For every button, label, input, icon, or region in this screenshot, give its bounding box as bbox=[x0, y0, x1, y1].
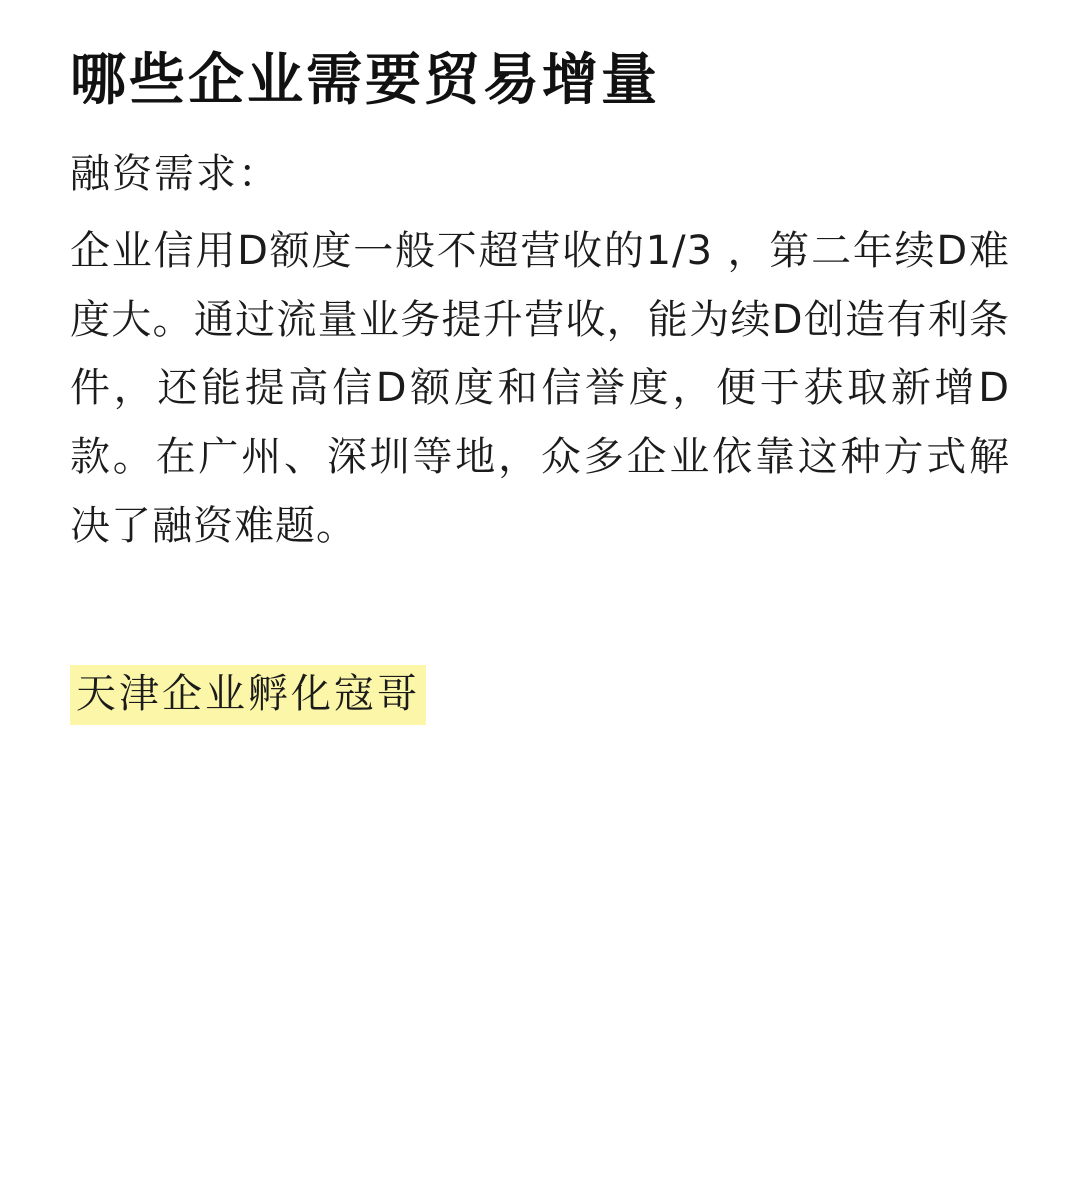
signature-block bbox=[70, 665, 1010, 725]
note-body bbox=[70, 142, 1010, 725]
content-spacer bbox=[70, 561, 1010, 665]
body-paragraph: 企业信用D额度一般不超营收的1/3 ，第二年续D难度大。通过流量业务提升营收，能为续D创造有利条件，还能提高信D额度和信誉度，便于获取新增D款。在广州、深圳等地，众多企业依靠这种方式解决了融资难题。 bbox=[70, 227, 1010, 549]
page-title: 哪些企业需要贸易增量 bbox=[70, 48, 660, 113]
signature-highlighted: 天津企业孵化寇哥 bbox=[70, 665, 426, 725]
section-label-financing-need: 融资需求： bbox=[70, 151, 280, 197]
